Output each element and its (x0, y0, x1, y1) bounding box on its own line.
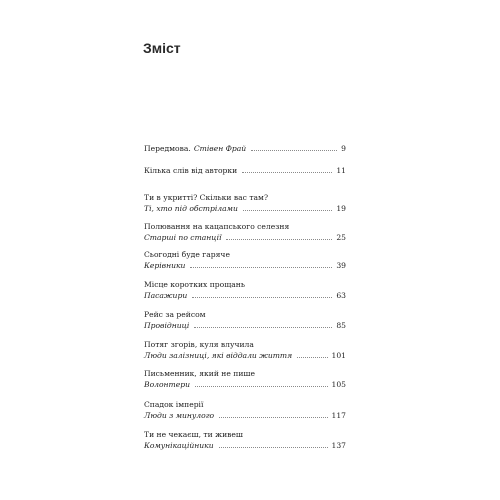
toc-entry-page-number: 9 (341, 144, 346, 153)
toc-entry-page-number: 39 (336, 261, 346, 270)
toc-entry-subtitle: Комунікаційники (144, 441, 214, 450)
toc-entry-chapter-4[interactable] (144, 279, 346, 301)
toc-entry-title: Передмова. (144, 144, 191, 153)
toc-entry-chapter-5[interactable] (144, 309, 346, 331)
toc-entry-title: Ти не чекаєш, ти живеш (144, 430, 243, 439)
toc-entry-title: Ти в укритті? Скільки вас там? (144, 193, 269, 202)
dot-leader (190, 267, 332, 268)
dot-leader (194, 327, 332, 328)
toc-entry-title: Письменник, який не пише (144, 369, 255, 378)
dot-leader (195, 386, 327, 387)
toc-entry-page-number: 117 (331, 411, 346, 420)
toc-entry-title: Місце коротких прощань (144, 280, 245, 289)
toc-entry-page-number: 85 (336, 321, 346, 330)
dot-leader (243, 210, 332, 211)
toc-entry-chapter-1[interactable] (144, 192, 346, 214)
toc-entry-page-number: 63 (336, 291, 346, 300)
toc-entry-page-number: 19 (336, 204, 346, 213)
toc-entry-page-number: 137 (331, 441, 346, 450)
toc-entry-subtitle: Старші по станції (144, 233, 222, 242)
toc-entry-chapter-7[interactable] (144, 368, 346, 390)
toc-entry-title: Сьогодні буде гаряче (144, 250, 230, 259)
toc-entry-title: Кілька слів від авторки (144, 166, 238, 175)
toc-entry-authors-note[interactable] (144, 165, 346, 176)
toc-entry-subtitle: Ті, хто під обстрілами (144, 204, 238, 213)
toc-entry-chapter-6[interactable] (144, 339, 346, 361)
toc-entry-page-number: 11 (336, 166, 346, 175)
toc-entry-page-number: 101 (331, 351, 346, 360)
toc-entry-chapter-2[interactable] (144, 221, 346, 243)
toc-entry-title: Спадок імперії (144, 400, 204, 409)
toc-entry-title: Полювання на кацапського селезня (144, 222, 290, 231)
dot-leader (192, 297, 332, 298)
dot-leader (226, 239, 332, 240)
toc-entry-page-number: 25 (336, 233, 346, 242)
toc-entry-author: Стівен Фрай (193, 144, 247, 153)
toc-entry-title: Рейс за рейсом (144, 310, 206, 319)
dot-leader (297, 357, 327, 358)
toc-entry-chapter-9[interactable] (144, 429, 346, 451)
dot-leader (219, 447, 328, 448)
toc-entry-preface[interactable] (144, 143, 346, 154)
dot-leader (242, 172, 332, 173)
toc-entry-subtitle: Люди з минулого (144, 411, 215, 420)
toc-entry-subtitle: Керівники (144, 261, 186, 270)
toc-entry-page-number: 105 (331, 380, 346, 389)
toc-entry-subtitle: Волонтери (144, 380, 191, 389)
toc-entry-subtitle: Пасажири (144, 291, 188, 300)
toc-entry-subtitle: Провідниці (144, 321, 190, 330)
dot-leader (219, 417, 327, 418)
dot-leader (251, 150, 337, 151)
toc-entry-title: Потяг згорів, куля влучила (144, 340, 254, 349)
toc-entry-subtitle: Люди залізниці, які віддали життя (144, 351, 293, 360)
page-title: Зміст (143, 40, 181, 56)
toc-entry-chapter-3[interactable] (144, 249, 346, 271)
toc-entry-chapter-8[interactable] (144, 399, 346, 421)
